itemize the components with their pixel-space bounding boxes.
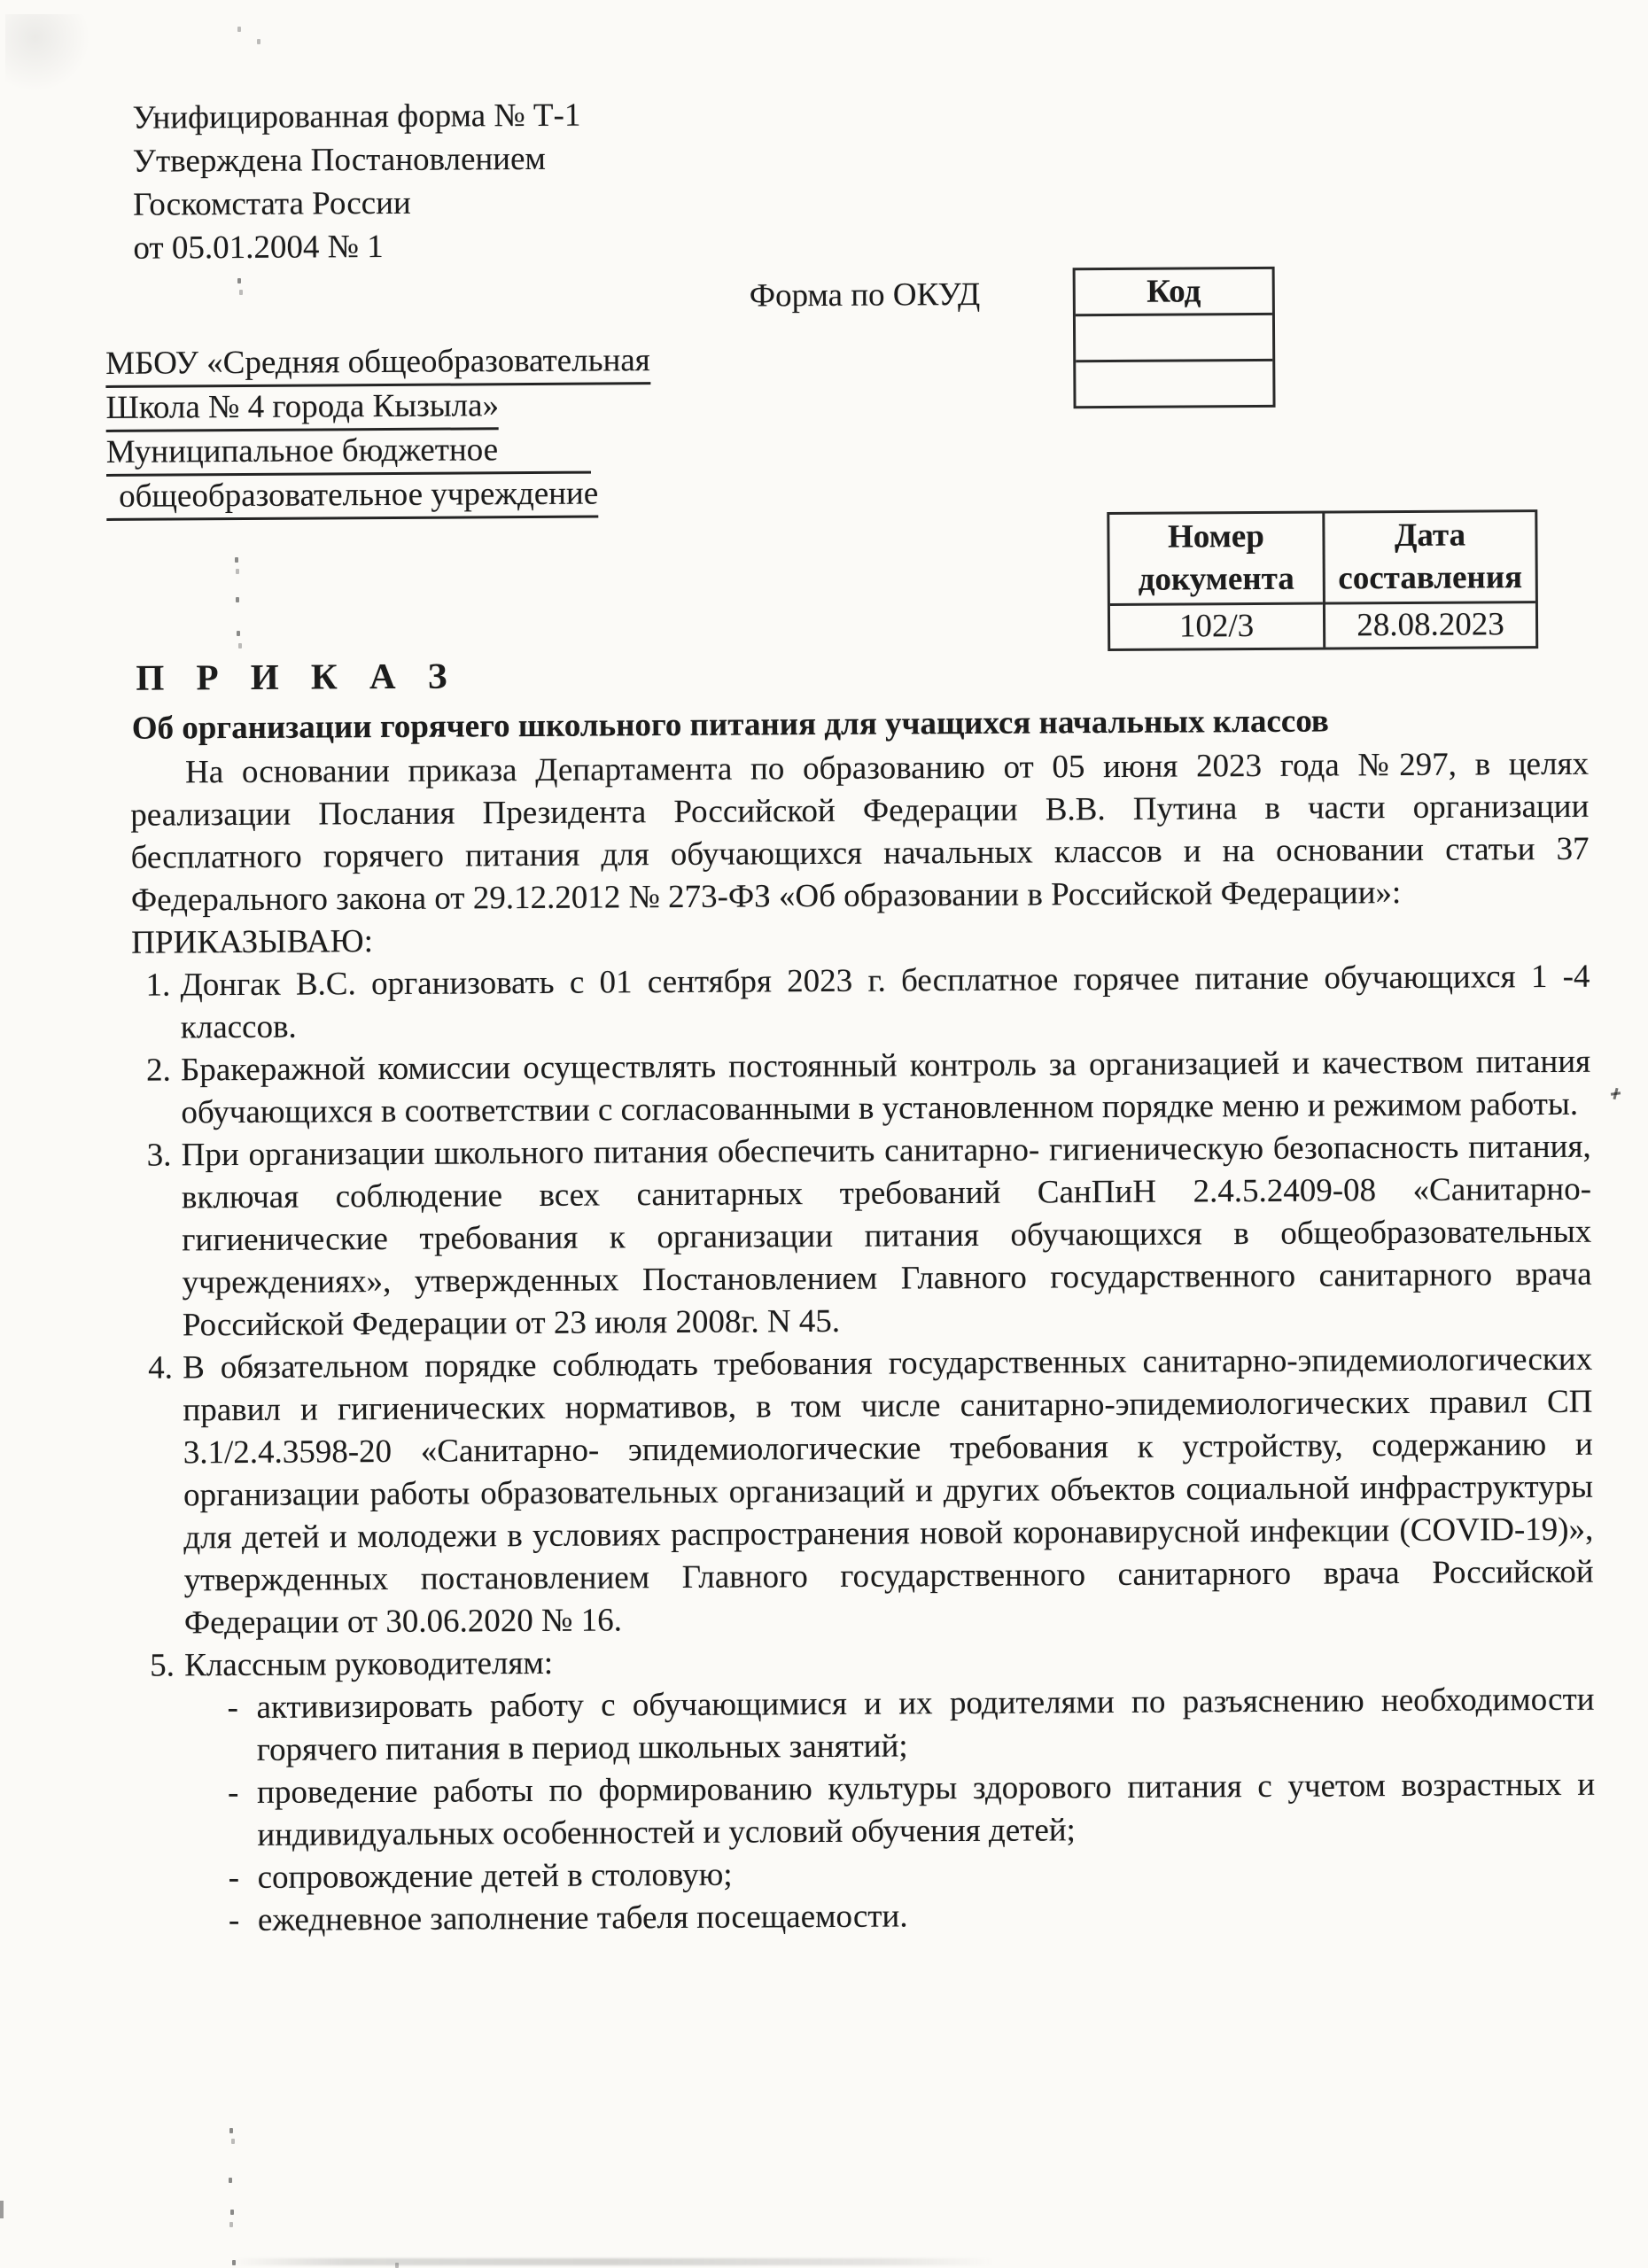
scan-speck bbox=[230, 2210, 234, 2215]
doc-number-header-cell: Номер документа bbox=[1138, 517, 1294, 598]
scan-speck bbox=[231, 2139, 235, 2144]
doc-date-header-cell: Дата составления bbox=[1322, 512, 1535, 602]
form-note-line: Унифицированная форма № Т-1 bbox=[132, 97, 581, 136]
bullet-marker: - bbox=[228, 1860, 240, 1897]
order-body bbox=[130, 743, 1596, 1943]
order-item-3 bbox=[147, 1126, 1592, 1348]
item-5-bullet-list bbox=[227, 1679, 1596, 1942]
scan-speck bbox=[1611, 1088, 1621, 1099]
order-title: П Р И К А З bbox=[136, 655, 459, 698]
item-number: 1. bbox=[145, 967, 171, 1004]
scan-smudge bbox=[232, 2258, 994, 2265]
order-resolution: ПРИКАЗЫВАЮ: bbox=[131, 923, 374, 961]
bullet-item bbox=[227, 1679, 1595, 1772]
order-subject: Об организации горячего школьного питания для учащихся начальных классов bbox=[131, 703, 1329, 747]
scan-smudge bbox=[5, 14, 90, 92]
scan-speck bbox=[237, 27, 241, 32]
scan-speck bbox=[229, 2222, 233, 2227]
bullet-item bbox=[229, 1891, 1596, 1942]
okud-code-header-cell: Код bbox=[1147, 272, 1201, 310]
scan-speck bbox=[236, 569, 239, 574]
organization-line: Муниципальное бюджетное bbox=[106, 428, 651, 476]
scan-speck bbox=[239, 290, 243, 295]
form-note-line: от 05.01.2004 № 1 bbox=[133, 229, 384, 267]
item-text: Донгак В.С. организовать с 01 сентября 2023 г. бесплатное горячее питание обучающихся 1 -4 классов. bbox=[180, 958, 1590, 1046]
organization-line: общеобразовательное учреждение bbox=[106, 472, 651, 520]
form-note-line: Госкомстата России bbox=[133, 184, 411, 223]
bullet-marker: - bbox=[227, 1689, 238, 1727]
item-text: При организации школьного питания обеспечить санитарно- гигиеническую безопасность питания, включая соблюдение всех санитарных требований СанПиН 2.4.5.2409-08 «Санитарно-гигиенические требования к организации питания обучающихся в общеобразовательных учреждениях», утвержденных Постановлением Главного государственного санитарного врача Российской Федерации от 23 июля 2008г. N 45. bbox=[181, 1128, 1592, 1344]
scan-speck bbox=[257, 39, 260, 44]
item-number: 5. bbox=[150, 1647, 175, 1684]
scan-speck bbox=[395, 2263, 399, 2268]
scan-speck bbox=[236, 597, 239, 602]
okud-code-table bbox=[1073, 267, 1276, 408]
doc-number-value-cell: 102/3 bbox=[1110, 602, 1323, 649]
item-text: Бракеражной комиссии осуществлять постоянный контроль за организацией и качеством питания обучающихся в соответствии с согласованными в установленном порядке меню и режимом работы. bbox=[180, 1043, 1591, 1131]
scan-speck bbox=[229, 2178, 232, 2183]
bullet-text: ежедневное заполнение табеля посещаемости. bbox=[257, 1898, 908, 1938]
item-text: В обязательном порядке соблюдать требования государственных санитарно-эпидемиологических правил и гигиенических нормативов, в том числе санитарно-эпидемиологических правил СП 3.1/2.4.3598-20 «Санитарно- эпидемиологические требования к устройству, содержанию и организации работы образовательных организаций и других объектов социальной инфраструктуры для детей и молодежи в условиях распространения новой коронавирусной инфекции (COVID-19)», утвержденных постановлением Главного государственного санитарного врача Российской Федерации от 30.06.2020 № 16. bbox=[183, 1340, 1594, 1642]
order-item-2 bbox=[146, 1041, 1591, 1135]
order-item-4 bbox=[148, 1339, 1594, 1645]
scan-speck bbox=[238, 643, 242, 649]
okud-form-label: Форма по ОКУД bbox=[749, 276, 981, 315]
scan-speck bbox=[229, 2128, 233, 2133]
bullet-marker: - bbox=[228, 1902, 240, 1939]
bullet-item bbox=[228, 1764, 1596, 1857]
bullet-text: сопровождение детей в столовую; bbox=[257, 1856, 733, 1896]
order-item-1 bbox=[145, 956, 1590, 1050]
form-note bbox=[132, 94, 581, 270]
bullet-text: активизировать работу с обучающимися и их родителями по разъяснению необходимости горячего питания в период школьных занятий; bbox=[256, 1681, 1595, 1768]
organization-name-block bbox=[105, 339, 651, 520]
okud-code-empty-cell bbox=[1076, 313, 1272, 360]
bullet-text: проведение работы по формированию культуры здорового питания с учетом возрастных и индивидуальных особенностей и условий обучения детей; bbox=[256, 1766, 1596, 1853]
form-note-line: Утверждена Постановлением bbox=[132, 140, 547, 180]
item-number: 3. bbox=[146, 1137, 172, 1174]
scan-speck bbox=[237, 278, 241, 284]
organization-line: МБОУ «Средняя общеобразовательная bbox=[105, 339, 650, 387]
doc-date-value-cell: 28.08.2023 bbox=[1323, 601, 1535, 647]
organization-line: Школа № 4 города Кызыла» bbox=[105, 384, 650, 431]
item-number: 2. bbox=[145, 1052, 171, 1089]
okud-code-empty-cell bbox=[1076, 359, 1272, 406]
scan-speck bbox=[232, 2260, 236, 2265]
document-number-date-table bbox=[1107, 509, 1538, 651]
scan-speck bbox=[235, 557, 238, 563]
scan-speck bbox=[0, 2201, 4, 2218]
order-preamble: На основании приказа Департамента по образованию от 05 июня 2023 года №297, в целях реализации Послания Президента Российской Федерации В.В. Путина в части организации бесплатного горячего питания для обучающихся начальных классов и на основании статьи 37 Федерального закона от 29.12.2012 № 273-ФЗ «Об образовании в Российской Федерации»: bbox=[130, 745, 1590, 919]
scan-speck bbox=[237, 631, 240, 636]
bullet-marker: - bbox=[227, 1775, 239, 1812]
item-number: 4. bbox=[148, 1349, 174, 1386]
item-text: Классным руководителям: bbox=[184, 1644, 554, 1684]
